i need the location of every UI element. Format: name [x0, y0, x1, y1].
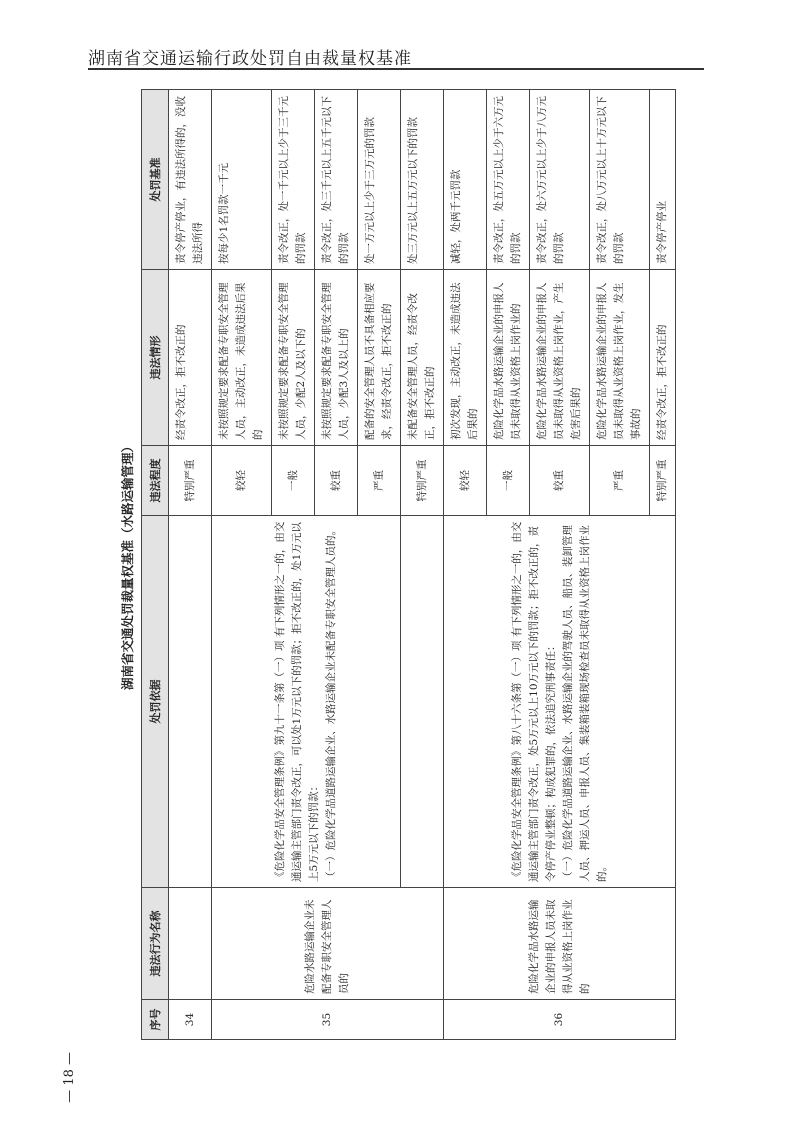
basis-paragraph: 《危险化学品安全管理条例》第九十一条第（一）项 有下列情形之一的，由交通运输主管部门责令改正，可以处1万元以下的罚款；拒不改正的，处1万元以上5万元以下的罚款： [274, 521, 320, 882]
basis-paragraph: （一）危险化学品道路运输企业、水路运输企业的驾驶人员、船员、装卸管理人员、押运人员、申报人员、集装箱装箱现场检查员未取得从业资格上岗作业的。 [561, 525, 608, 882]
row-circumstance: 危险化学品水路运输企业的申报人员未取得从业资格上岗作业，产生危害后果的 [530, 270, 590, 446]
row-seq: 36 [444, 1000, 676, 1040]
table-header-row [142, 90, 169, 1040]
row-basis [212, 516, 401, 888]
header-title: 湖南省交通运输行政处罚自由裁量权基准 [88, 49, 412, 69]
column-header-basis: 处罚依据 [142, 516, 169, 888]
row-circumstance: 经责令改正，拒不改正的 [169, 270, 212, 446]
row-name: 危险水路运输企业未配备专职安全管理人员的 [212, 888, 444, 1000]
row-circumstance: 经责令改正，拒不改正的 [650, 270, 676, 446]
row-standard: 处三万元以上五万元以下的罚款 [401, 90, 444, 270]
row-circumstance: 危险化学品水路运输企业的申报人员未取得从业资格上岗作业的 [487, 270, 530, 446]
row-degree: 较重 [530, 446, 590, 516]
column-header-circumstance: 违法情形 [142, 270, 169, 446]
row-standard: 按每少1名罚款一千元 [212, 90, 272, 270]
column-header-name: 违法行为名称 [142, 888, 169, 1000]
penalty-table [141, 89, 676, 1040]
row-circumstance: 未配备安全管理人员，经责令改正，拒不改正的 [401, 270, 444, 446]
row-degree: 严重 [358, 446, 401, 516]
row-standard: 责令改正，处一千元以上少于三千元的罚款 [272, 90, 315, 270]
row-circumstance: 危险化学品水路运输企业的申报人员未取得从业资格上岗作业，发生事故的 [590, 270, 650, 446]
row-degree: 特别严重 [401, 446, 444, 516]
table-row [169, 90, 212, 1040]
basis-paragraph: 《危险化学品安全管理条例》第八十六条第（一）项 有下列情形之一的，由交通运输主管部门责令改正，处5万元以上10万元以下的罚款；拒不改正的，责令停产停业整顿；构成犯罪的，依法追究刑事责任： [510, 521, 557, 882]
row-basis [444, 516, 676, 888]
row-seq: 35 [212, 1000, 444, 1040]
row-name: 危险化学品水路运输企业的申报人员未取得从业资格上岗作业的 [444, 888, 676, 1000]
column-header-seq: 序号 [142, 1000, 169, 1040]
column-header-degree: 违法程度 [142, 446, 169, 516]
row-degree: 较轻 [444, 446, 487, 516]
row-circumstance: 未按照规定要求配备专职安全管理人员，少配2人及以下的 [272, 270, 315, 446]
row-degree: 较重 [315, 446, 358, 516]
row-basis [169, 516, 212, 888]
row-standard: 责令停产停业 [650, 90, 676, 270]
row-circumstance: 未按照规定要求配备专职安全管理人员，少配3人及以上的 [315, 270, 358, 446]
row-seq: 34 [169, 1000, 212, 1040]
table-title: 湖南省交通处罚裁量权基准（水路运输管理） [120, 440, 135, 691]
row-standard: 处一万元以上少于三万元的罚款 [358, 90, 401, 270]
row-basis [401, 516, 444, 888]
row-circumstance: 初次发现，主动改正，未造成违法后果的 [444, 270, 487, 446]
page-number: — 18 — [62, 1052, 77, 1103]
row-standard: 责令停产停业，有违法所得的，没收违法所得 [169, 90, 212, 270]
row-degree: 一般 [487, 446, 530, 516]
column-header-standard: 处罚基准 [142, 90, 169, 270]
row-degree: 严重 [590, 446, 650, 516]
row-degree: 特别严重 [650, 446, 676, 516]
row-degree: 较轻 [212, 446, 272, 516]
row-standard: 责令改正，处八万元以上十万元以下的罚款 [590, 90, 650, 270]
basis-paragraph: （一）危险化学品道路运输企业、水路运输企业未配备专职安全管理人员的。 [325, 525, 337, 882]
row-degree: 特别严重 [169, 446, 212, 516]
row-standard: 责令改正，处六万元以上少于八万元的罚款 [530, 90, 590, 270]
row-circumstance: 未按照规定要求配备专职安全管理人员，主动改正，未造成违法后果的 [212, 270, 272, 446]
table-row [212, 90, 272, 1040]
table-row [444, 90, 487, 1040]
table-container [115, 90, 705, 1040]
row-standard: 责令改正，处三千元以上五千元以下的罚款 [315, 90, 358, 270]
row-standard: 减轻，处两千元罚款 [444, 90, 487, 270]
row-standard: 责令改正，处五万元以上少于六万元的罚款 [487, 90, 530, 270]
row-name [169, 888, 212, 1000]
rotated-table-region [115, 90, 705, 1040]
row-degree: 一般 [272, 446, 315, 516]
header-rule [88, 68, 704, 70]
row-circumstance: 配备的安全管理人员不具备相应要求，经责令改正，拒不改正的 [358, 270, 401, 446]
